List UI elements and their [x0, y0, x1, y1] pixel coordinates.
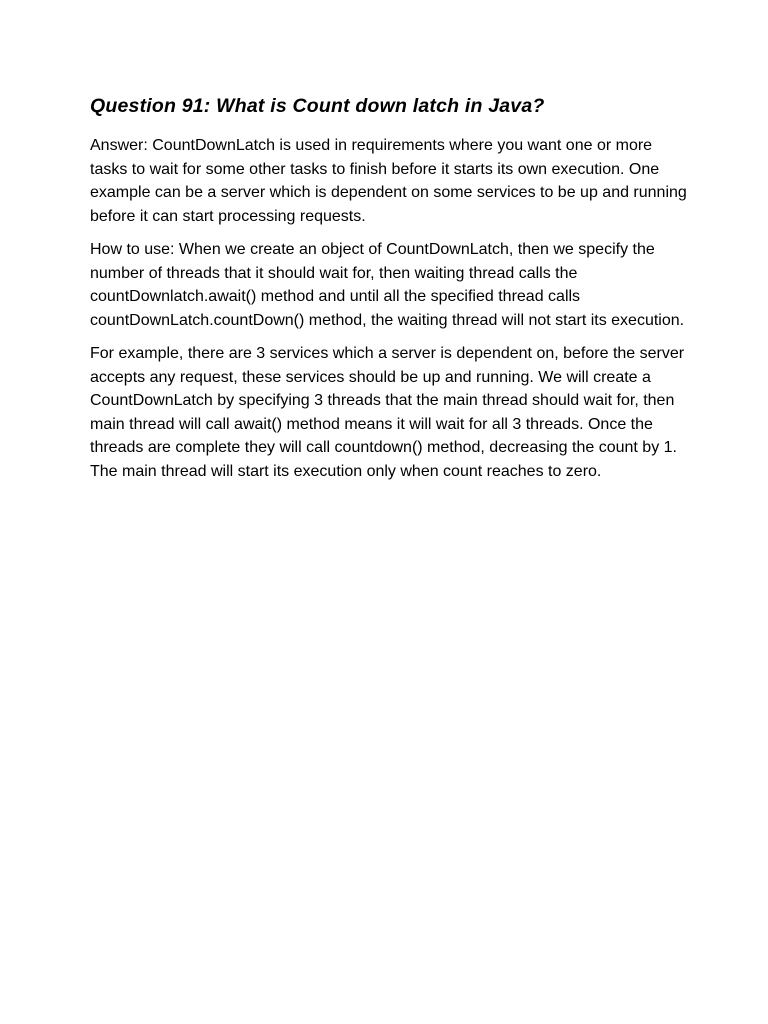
document-body — [90, 92, 690, 493]
how-to-use-paragraph: How to use: When we create an object of CountDownLatch, then we specify the number of threads that it should wait for, then waiting thread calls the countDownlatch.await() method and until all the specified thread calls countDownLatch.countDown() method, the waiting thread will not start its execution. — [90, 241, 685, 329]
example-paragraph: For example, there are 3 services which a server is dependent on, before the server accepts any request, these services should be up and running. We will create a CountDownLatch by specifying 3 threads that the main thread should wait for, then main thread will call await() method means it will wait for all 3 threads. Once the threads are complete they will call countdown() method, decreasing the count by 1. The main thread will start its execution only when count reaches to zero. — [90, 345, 685, 480]
question-title: Question 91: What is Count down latch in Java? — [90, 95, 545, 117]
answer-paragraph: Answer: CountDownLatch is used in requirements where you want one or more tasks to wait for some other tasks to finish before it starts its own execution. One example can be a server which is dependent on some services to be up and running before it can start processing requests. — [90, 137, 687, 225]
